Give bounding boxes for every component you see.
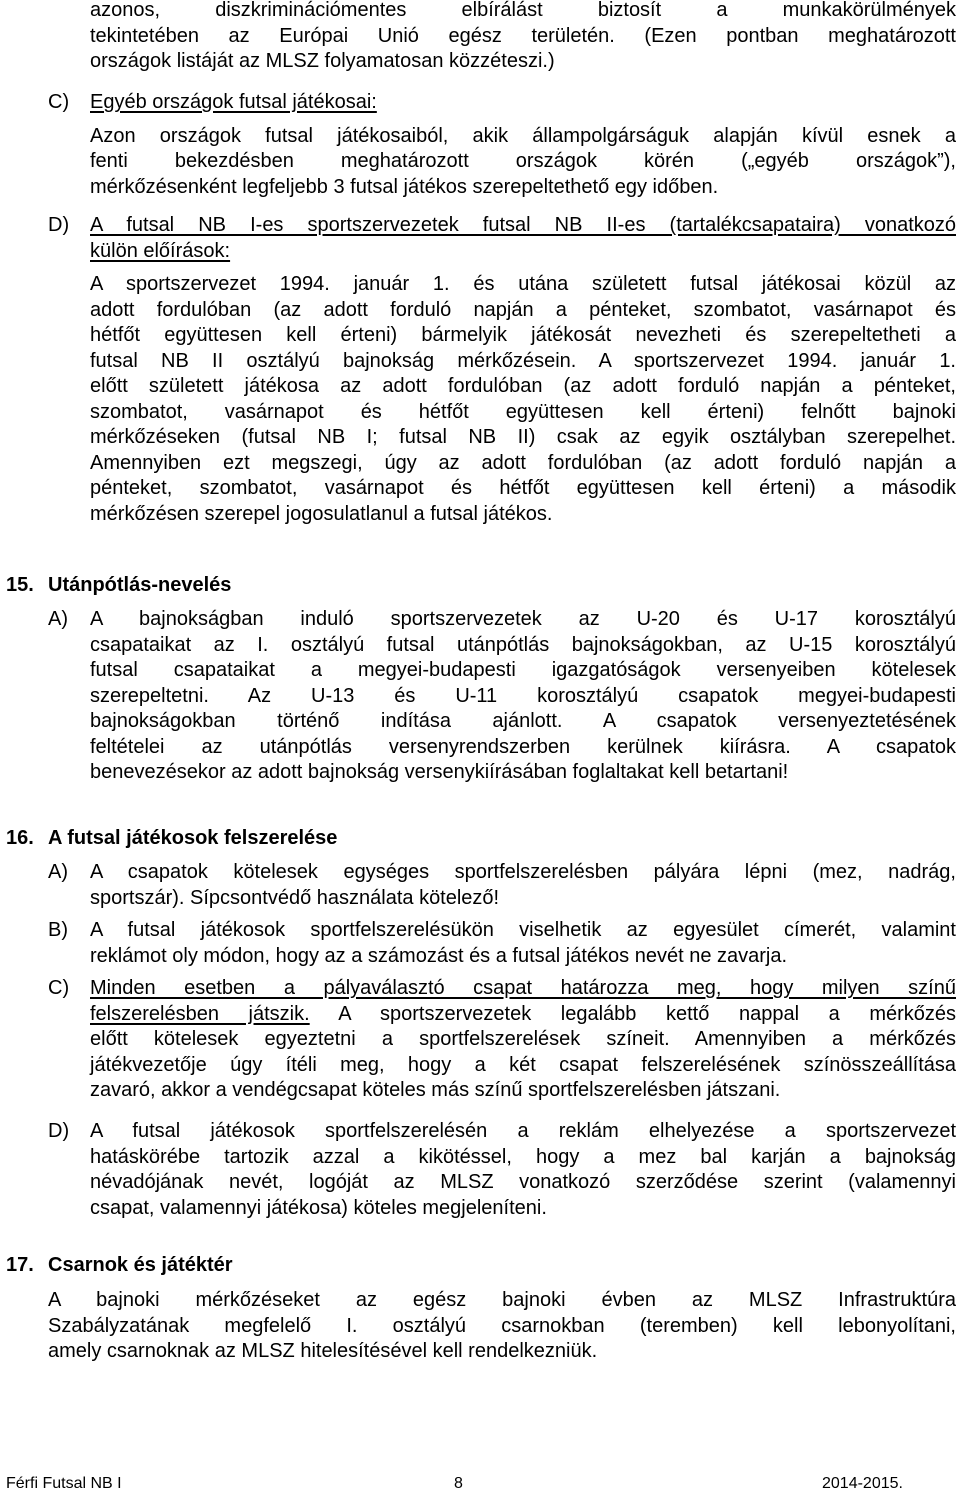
footer-season: 2014-2015. (822, 1475, 903, 1492)
section-d (90, 213, 956, 527)
text-line: hétfőt együttesen kell érteni) bármelyik játékosát nevezheti és szerepeltetheti a (90, 324, 956, 346)
text-line: feltételei az utánpótlás versenyrendszerben kerülnek kiírásra. A csapatok (90, 735, 956, 758)
text-line: A futsal játékosok sportfelszerelésükön viselhetik az egyesület címerét, valamint (90, 919, 956, 941)
item-label-b: B) (48, 919, 68, 941)
text-line: szombatot, vasárnapot és hétfőt együttesen kell érteni) felnőtt bajnoki (90, 400, 956, 423)
item-label-d: D) (48, 1120, 70, 1142)
text-line (90, 1002, 956, 1028)
text-line: tekintetében az Európai Unió egész területén. (Ezen pontban meghatározott (90, 24, 956, 47)
subsection-heading: A futsal NB I-es sportszervezetek futsal NB II-es (tartalékcsapataira) vonatkozó (90, 214, 956, 236)
text-line: amely csarnoknak az MLSZ hitelesítésével kell rendelkezniük. (48, 1340, 598, 1362)
text-line: csapat, valamennyi játékosa) köteles megjeleníteni. (90, 1196, 547, 1219)
text-line: azonos, diszkriminációmentes elbírálást biztosít a munkakörülmények (90, 0, 956, 21)
section-title: A futsal játékosok felszerelése (48, 827, 338, 849)
section-number: 15. (6, 574, 34, 596)
section-16-b (90, 918, 956, 969)
text-run: A sportszervezetek legalább kettő nappal a mérkőzés (338, 1002, 957, 1025)
text-line: Szabályzatának megfelelő I. osztályú csarnokban (teremben) kell lebonyolítani, (48, 1314, 956, 1337)
item-label-a: A) (48, 861, 68, 883)
text-line: országok listáját az MLSZ folyamatosan közzéteszi.) (90, 50, 555, 72)
text-line: A futsal játékosok sportfelszerelésén a reklám elhelyezése a sportszervezet (90, 1120, 956, 1142)
section-16-c (90, 976, 956, 1104)
text-line: mérkőzéseken (futsal NB I; futsal NB II) csak az egyik osztályban szerepelhet. (90, 426, 956, 448)
text-line: sportszár). Sípcsontvédő használata kötelező! (90, 886, 500, 909)
text-line: mérkőzésenként legfeljebb 3 futsal játékos szerepeltethető egy időben. (90, 175, 719, 198)
underlined-text: felszerelésben játszik. (90, 1002, 310, 1025)
page-number: 8 (454, 1475, 463, 1492)
text-line: előtt kötelesek egyeztetni a sportfelszerelések színeit. Amennyiben a mérkőzés (90, 1028, 956, 1050)
text-line: benevezésekor az adott bajnokság versenykiírásában foglaltakat kell betartani! (90, 761, 789, 783)
text-line: Amennyiben ezt megszegi, úgy az adott fordulóban (az adott forduló napján a (90, 451, 956, 474)
text-line: A csapatok kötelesek egységes sportfelszerelésben pályára lépni (mez, nadrág, (90, 861, 956, 883)
text-line: névadójának nevét, logóját az MLSZ vonatkozó szerződése szerint (valamennyi (90, 1171, 956, 1193)
text-line: csapataikat az I. osztályú futsal utánpótlás bajnokságokban, az U-15 korosztályú (90, 633, 956, 656)
section-c (90, 90, 956, 200)
text-line: futsal NB II osztályú bajnokság mérkőzésein. A sportszervezet 1994. január 1. (90, 349, 956, 372)
section-number: 17. (6, 1254, 34, 1276)
footer-title: Férfi Futsal NB I (6, 1475, 122, 1492)
section-number: 16. (6, 827, 34, 849)
item-label-d: D) (48, 214, 70, 236)
continuation-paragraph (90, 0, 956, 75)
text-line: A sportszervezet 1994. január 1. és utána született futsal játékosai közül az (90, 273, 956, 295)
text-line: adott fordulóban (az adott forduló napján a pénteket, szombatot, vasárnapot és (90, 298, 956, 321)
text-line: fenti bekezdésben meghatározott országok körén („egyéb országok”), (90, 150, 956, 172)
text-line: játékvezetője úgy ítéli meg, hogy a két csapat felszerelésének színösszeállítása (90, 1053, 956, 1076)
section-title: Csarnok és játéktér (48, 1254, 233, 1276)
text-line: Azon országok futsal játékosaiból, akik állampolgárságuk alapján kívül esnek a (90, 124, 956, 147)
text-line: bajnokságokban történő indítása ajánlott. A csapatok versenyeztetésének (90, 710, 956, 732)
item-label-c: C) (48, 91, 70, 113)
text-line: A bajnokságban induló sportszervezetek az U-20 és U-17 korosztályú (90, 608, 956, 630)
item-label-c: C) (48, 977, 70, 999)
text-line: szerepeltetni. Az U-13 és U-11 korosztályú csapatok megyei-budapesti (90, 684, 956, 707)
section-title: Utánpótlás-nevelés (48, 574, 232, 596)
section-15-a (90, 607, 956, 786)
text-line: hatáskörébe tartozik azzal a kikötéssel, hogy a mez bal karján a bajnokság (90, 1145, 956, 1168)
subsection-heading: külön előírások: (90, 239, 231, 262)
text-line: futsal csapataikat a megyei-budapesti igazgatóságok versenyeiben kötelesek (90, 659, 956, 681)
subsection-heading: Egyéb országok futsal játékosai: (90, 91, 377, 113)
section-16-a (90, 860, 956, 911)
text-line: A bajnoki mérkőzéseket az egész bajnoki évben az MLSZ Infrastruktúra (48, 1289, 956, 1311)
text-line: zavaró, akkor a vendégcsapat köteles más színű sportfelszerelésben játszani. (90, 1079, 781, 1101)
underlined-text-line: Minden esetben a pályaválasztó csapat határozza meg, hogy milyen színű (90, 977, 956, 999)
item-label-a: A) (48, 608, 68, 630)
section-17-body (48, 1288, 956, 1365)
text-line: pénteket, szombatot, vasárnapot és hétfőt együttesen kell érteni) a második (90, 477, 956, 499)
text-line: előtt született játékosa az adott fordulóban (az adott forduló napján a pénteket, (90, 375, 956, 397)
text-line: mérkőzésen szerepel jogosulatlanul a futsal játékos. (90, 502, 553, 525)
section-16-d (90, 1119, 956, 1221)
text-line: reklámot oly módon, hogy az a számozást és a futsal játékos nevét ne zavarja. (90, 944, 788, 967)
